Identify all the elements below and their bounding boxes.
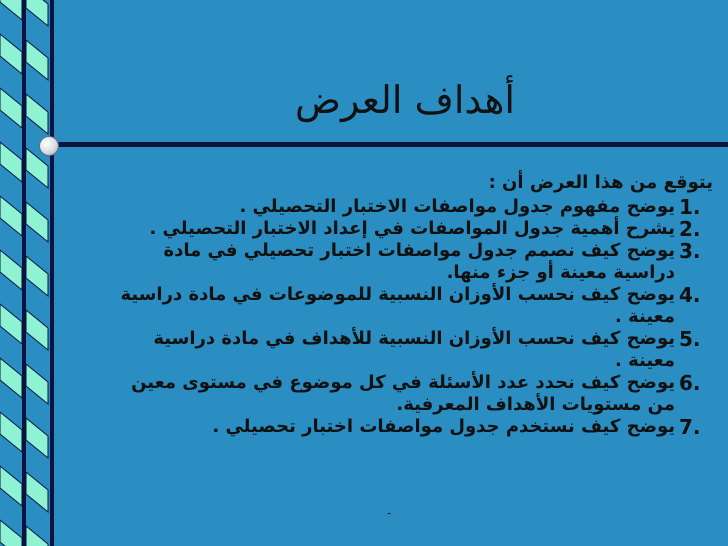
list-item: [110, 218, 713, 240]
item-text: يوضح كيف نصمم جدول مواصفات اختبار تحصيلي في مادة دراسية معينة أو جزء منها.: [163, 240, 675, 283]
list-item: [110, 284, 713, 328]
item-text: يشرح أهمية جدول المواصفات في إعداد الاختبار التحصيلي .: [149, 218, 675, 239]
slide-title: أهداف العرض: [295, 78, 515, 122]
item-text: يوضح مفهوم جدول مواصفات الاختبار التحصيلي .: [239, 196, 675, 217]
intro-text: يتوقع من هذا العرض أن :: [488, 172, 713, 193]
item-number: 5.: [679, 327, 701, 351]
list-item: [110, 416, 713, 438]
item-text: يوضح كيف نحدد عدد الأسئلة في كل موضوع في مستوى معين من مستويات الأهداف المعرفية.: [131, 372, 675, 415]
item-text: يوضح كيف نستخدم جدول مواصفات اختبار تحصيلي .: [212, 416, 675, 437]
item-text: يوضح كيف نحسب الأوزان النسبية للموضوعات في مادة دراسية معينة .: [120, 284, 675, 327]
list-item: [110, 240, 713, 284]
item-number: 6.: [679, 371, 701, 395]
decorative-chevron-band: [0, 0, 65, 546]
rule-knob-icon: [39, 136, 59, 156]
title-underline: [54, 142, 728, 147]
footer-mark: -: [387, 506, 392, 520]
item-number: 7.: [679, 415, 701, 439]
list-item: [110, 372, 713, 416]
item-number: 2.: [679, 217, 701, 241]
item-number: 3.: [679, 239, 701, 263]
list-item: [110, 328, 713, 372]
item-number: 1.: [679, 195, 701, 219]
item-text: يوضح كيف نحسب الأوزان النسبية للأهداف في مادة دراسية معينة .: [153, 328, 675, 371]
item-number: 4.: [679, 283, 701, 307]
list-item: [110, 196, 713, 218]
objectives-list: [110, 172, 713, 438]
vertical-divider-line: [50, 0, 54, 546]
